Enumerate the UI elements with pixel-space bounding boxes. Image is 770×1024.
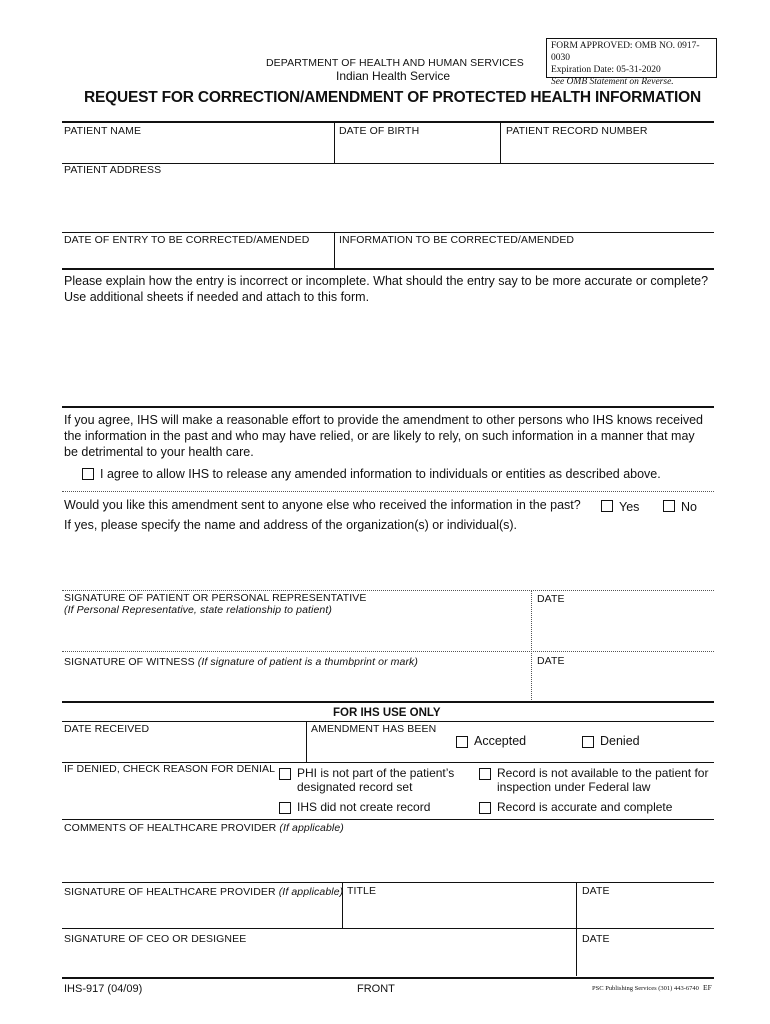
omb-expiration: Expiration Date: 05-31-2020 xyxy=(551,65,661,75)
date-of-birth-field[interactable] xyxy=(337,138,498,162)
patient-record-number-field[interactable] xyxy=(503,138,713,162)
divider xyxy=(500,122,501,163)
patient-address-label: PATIENT ADDRESS xyxy=(64,164,162,176)
reason-not-in-record-set-line-2: designated record set xyxy=(297,780,413,794)
agree-release-checkbox[interactable] xyxy=(82,468,94,480)
agree-line-3: be detrimental to your health care. xyxy=(64,445,254,459)
form-title: REQUEST FOR CORRECTION/AMENDMENT OF PROTECTED HEALTH INFORMATION xyxy=(84,89,701,106)
reason-accurate-complete-label: Record is accurate and complete xyxy=(497,800,673,814)
accepted-checkbox[interactable] xyxy=(456,736,468,748)
comments-title: COMMENTS OF HEALTHCARE PROVIDER xyxy=(64,822,277,834)
yes-label: Yes xyxy=(619,500,640,514)
specify-instructions: If yes, please specify the name and address of the organization(s) or individual(s). xyxy=(64,518,518,532)
explain-line-1: Please explain how the entry is incorrect or incomplete. What should the entry say to be more accurate or complete? xyxy=(64,274,709,288)
witness-signature-field[interactable] xyxy=(64,670,528,698)
rule xyxy=(62,819,714,820)
form-number: IHS-917 (04/09) xyxy=(64,983,143,995)
reason-not-available-label xyxy=(497,766,708,794)
rule-bottom xyxy=(62,977,714,979)
patient-signature-field[interactable] xyxy=(64,618,528,650)
reason-not-in-record-set-label xyxy=(297,766,454,794)
send-question: Would you like this amendment sent to anyone else who received the information in the past? xyxy=(64,498,581,512)
ceo-date-label: DATE xyxy=(582,933,610,945)
date-received-field[interactable] xyxy=(64,736,304,760)
provider-date-label: DATE xyxy=(582,885,610,897)
comments-label xyxy=(64,822,344,834)
ceo-date-field[interactable] xyxy=(579,946,712,974)
reason-ihs-did-not-create-checkbox[interactable] xyxy=(279,802,291,814)
divider xyxy=(342,882,343,928)
date-of-birth-label: DATE OF BIRTH xyxy=(339,125,420,137)
agency-name: Indian Health Service xyxy=(336,69,451,83)
patient-signature-date-label: DATE xyxy=(537,593,565,605)
patient-name-field[interactable] xyxy=(64,138,332,162)
rule xyxy=(62,491,714,492)
rule xyxy=(62,406,714,408)
provider-signature-field[interactable] xyxy=(64,900,340,926)
explanation-field[interactable] xyxy=(64,308,712,403)
date-of-entry-field[interactable] xyxy=(64,247,332,267)
witness-signature-note: (If signature of patient is a thumbprint or mark) xyxy=(197,656,419,668)
reason-not-available-checkbox[interactable] xyxy=(479,768,491,780)
explain-instructions xyxy=(64,273,716,305)
recipients-field[interactable] xyxy=(64,536,712,588)
agree-line-1: If you agree, IHS will make a reasonable effort to provide the amendment to other persons who IHS knows received xyxy=(64,413,703,427)
rule xyxy=(62,268,714,270)
rule xyxy=(62,928,714,929)
reason-not-available-line-1: Record is not available to the patient for xyxy=(497,766,709,780)
accepted-label: Accepted xyxy=(474,734,527,748)
yes-checkbox[interactable] xyxy=(601,500,613,512)
provider-signature-label xyxy=(64,886,343,898)
reason-not-in-record-set-line-1: PHI is not part of the patient’s xyxy=(297,766,455,780)
rule xyxy=(62,721,714,722)
reason-not-in-record-set-checkbox[interactable] xyxy=(279,768,291,780)
divider xyxy=(334,232,335,268)
explain-line-2: Use additional sheets if needed and attach to this form. xyxy=(64,290,370,304)
witness-signature-label xyxy=(64,656,418,668)
reason-accurate-complete-checkbox[interactable] xyxy=(479,802,491,814)
patient-record-number-label: PATIENT RECORD NUMBER xyxy=(506,125,648,137)
denial-reason-label: IF DENIED, CHECK REASON FOR DENIAL xyxy=(64,763,276,775)
reason-not-available-line-2: inspection under Federal law xyxy=(497,780,651,794)
no-label: No xyxy=(681,500,697,514)
provider-title-field[interactable] xyxy=(345,898,574,926)
rule-top xyxy=(62,121,714,123)
provider-title-label: TITLE xyxy=(347,885,377,897)
comments-note: (If applicable) xyxy=(279,822,344,834)
publisher-credit: PSC Publishing Services (301) 443-6740 xyxy=(592,985,699,992)
ceo-signature-label: SIGNATURE OF CEO OR DESIGNEE xyxy=(64,933,247,945)
reason-ihs-did-not-create-label: IHS did not create record xyxy=(297,800,431,814)
patient-address-field[interactable] xyxy=(64,178,712,230)
agree-paragraph xyxy=(64,412,716,460)
patient-signature-label: SIGNATURE OF PATIENT OR PERSONAL REPRESENTATIVE xyxy=(64,592,367,604)
omb-statement-note: See OMB Statement on Reverse. xyxy=(551,77,674,87)
date-of-entry-label: DATE OF ENTRY TO BE CORRECTED/AMENDED xyxy=(64,234,310,246)
patient-signature-date-field[interactable] xyxy=(535,607,712,650)
omb-number: FORM APPROVED: OMB NO. 0917-0030 xyxy=(551,41,700,63)
agree-release-label: I agree to allow IHS to release any amended information to individuals or entities as described above. xyxy=(100,467,661,481)
provider-signature-note: (If applicable) xyxy=(278,886,344,898)
witness-signature-date-field[interactable] xyxy=(535,668,712,698)
denied-label: Denied xyxy=(600,734,640,748)
divider xyxy=(334,122,335,163)
witness-signature-date-label: DATE xyxy=(537,655,565,667)
ef-code: EF xyxy=(703,983,712,992)
no-checkbox[interactable] xyxy=(663,500,675,512)
provider-date-field[interactable] xyxy=(579,898,712,926)
ihs-use-only-heading: FOR IHS USE ONLY xyxy=(333,707,441,719)
ceo-signature-field[interactable] xyxy=(64,946,574,974)
omb-box xyxy=(546,38,717,87)
rule xyxy=(62,590,714,591)
comments-field[interactable] xyxy=(64,836,712,880)
date-received-label: DATE RECEIVED xyxy=(64,723,150,735)
rule xyxy=(62,651,714,652)
agree-line-2: the information in the past and who may have relied, or are likely to rely, on such information in a manner that may xyxy=(64,429,695,443)
denied-checkbox[interactable] xyxy=(582,736,594,748)
department-name: DEPARTMENT OF HEALTH AND HUMAN SERVICES xyxy=(266,57,524,69)
divider xyxy=(306,721,307,762)
page-side-label: FRONT xyxy=(357,983,395,995)
rule xyxy=(62,882,714,883)
amendment-has-been-label: AMENDMENT HAS BEEN xyxy=(311,723,437,735)
information-to-correct-label: INFORMATION TO BE CORRECTED/AMENDED xyxy=(339,234,575,246)
provider-signature-title: SIGNATURE OF HEALTHCARE PROVIDER xyxy=(64,886,276,898)
witness-signature-title: SIGNATURE OF WITNESS xyxy=(64,656,195,668)
rule xyxy=(62,232,714,233)
patient-signature-note: (If Personal Representative, state relationship to patient) xyxy=(64,604,332,616)
rule xyxy=(62,701,714,703)
divider xyxy=(576,882,577,976)
patient-name-label: PATIENT NAME xyxy=(64,125,142,137)
divider xyxy=(531,590,532,700)
information-to-correct-field[interactable] xyxy=(337,247,712,267)
